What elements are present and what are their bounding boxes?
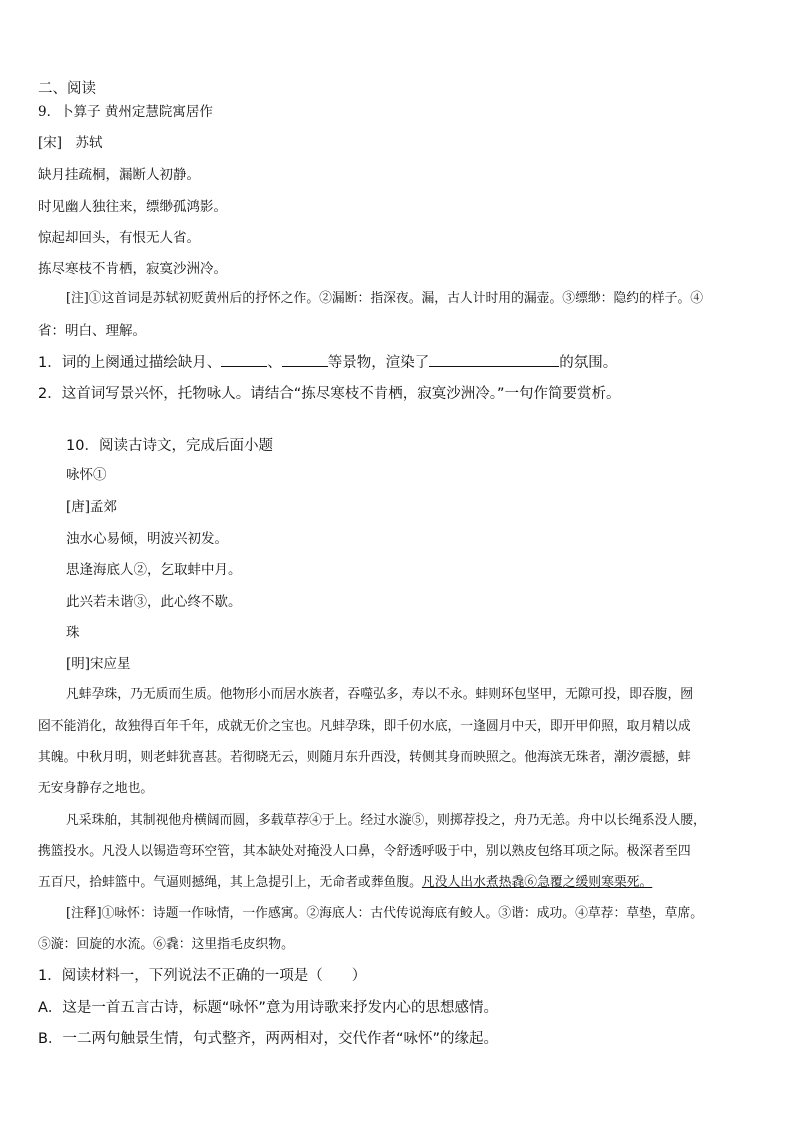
q9-poem-line: 拣尽寒枝不肯栖，寂寞沙洲冷。 [38, 261, 227, 277]
q10-prose-title: 珠 [66, 625, 80, 641]
answer-blank[interactable] [429, 352, 559, 367]
q9-poem-line: 惊起却回头，有恨无人省。 [38, 230, 200, 246]
q9-subquestion-2: 2．这首词写景兴怀，托物咏人。请结合“拣尽寒枝不肯栖，寂寞沙洲冷。”一句作简要赏析。 [38, 386, 621, 402]
answer-blank[interactable] [282, 352, 328, 367]
q9-poem-line: 缺月挂疏桐，漏断人初静。 [38, 167, 200, 183]
q10-prose-line: 囵不能消化，故独得百年千年，成就无价之宝也。凡蚌孕珠，即千仞水底，一逢圆月中天，即开甲仰照，取月精以成 [38, 719, 691, 734]
q9-title: 9．卜算子 黄州定慧院寓居作 [38, 104, 213, 120]
q9-subquestion-1: 1．词的上阕通过描绘缺月、 、 等景物，渲染了 的氛围。 [38, 352, 617, 373]
q10-notes: [注释]①咏怀：诗题一作咏情，一作感寓。②海底人：古代传说海底有鲛人。③谐：成功。④草荐：草垫，草席。 [66, 906, 704, 921]
q10-prose-line: 凡采珠舶，其制视他舟横阔而圆，多载草荐④于上。经过水漩⑤，则掷荐投之，舟乃无恙。舟中以长绳系没人腰， [66, 813, 706, 828]
q10-poem-title: 咏怀① [66, 467, 107, 483]
option-b: B．一二两句触景生情，句式整齐，两两相对，交代作者“咏怀”的缘起。 [38, 1031, 498, 1047]
option-a: A．这是一首五言古诗，标题“咏怀”意为用诗歌来抒发内心的思想感情。 [38, 1000, 498, 1016]
q10-prose-line: 其魄。中秋月明，则老蚌犹喜甚。若彻晓无云，则随月东升西没，转侧其身而映照之。他海滨无珠者，潮汐震撼，蚌 [38, 750, 691, 765]
q10-poem-line: 此兴若未谐③，此心终不歇。 [66, 594, 242, 610]
q10-prose-line: 五百尺，拾蚌篮中。气逼则撼绳，其上急提引上，无命者或葬鱼腹。凡没人出水煮热毳⑥急覆之缓则寒栗死。 [38, 875, 653, 890]
q9-poem-line: 时见幽人独往来，缥缈孤鸿影。 [38, 199, 227, 215]
q10-poem-line: 浊水心易倾，明波兴初发。 [66, 531, 228, 547]
q10-poem-author: [唐]孟郊 [66, 499, 118, 515]
q9-note-cont: 省：明白、理解。 [38, 323, 146, 339]
answer-blank[interactable] [221, 352, 267, 367]
q10-prose-line: 无安身静存之地也。 [38, 781, 154, 796]
q10-title: 10．阅读古诗文，完成后面小题 [66, 438, 273, 454]
q10-prose-line: 携篮投水。凡没人以锡造弯环空管，其本缺处对掩没人口鼻，令舒透呼吸于中，别以熟皮包络耳项之际。极深者至四 [38, 844, 691, 859]
q10-subquestion-1: 1．阅读材料一，下列说法不正确的一项是（ ） [38, 968, 367, 984]
q10-prose-line: 凡蚌孕珠，乃无质而生质。他物形小而居水族者，吞噬弘多，寿以不永。蚌则环包坚甲，无隙可投，即吞腹，囫 [66, 687, 694, 702]
q9-note: [注]①这首词是苏轼初贬黄州后的抒怀之作。②漏断：指深夜。漏，古人计时用的漏壶。③缥缈：隐约的样子。④ [66, 291, 704, 306]
section-title: 二、阅读 [38, 81, 96, 97]
q9-author: [宋] 苏轼 [38, 135, 103, 151]
q10-poem-line: 思逢海底人②，乞取蚌中月。 [66, 562, 242, 578]
q10-prose-author: [明]宋应星 [66, 656, 131, 672]
q10-notes-cont: ⑤漩：回旋的水流。⑥毳：这里指毛皮织物。 [38, 937, 294, 952]
underlined-sentence: 凡没人出水煮热毳⑥急覆之缓则寒栗死。 [421, 875, 653, 890]
